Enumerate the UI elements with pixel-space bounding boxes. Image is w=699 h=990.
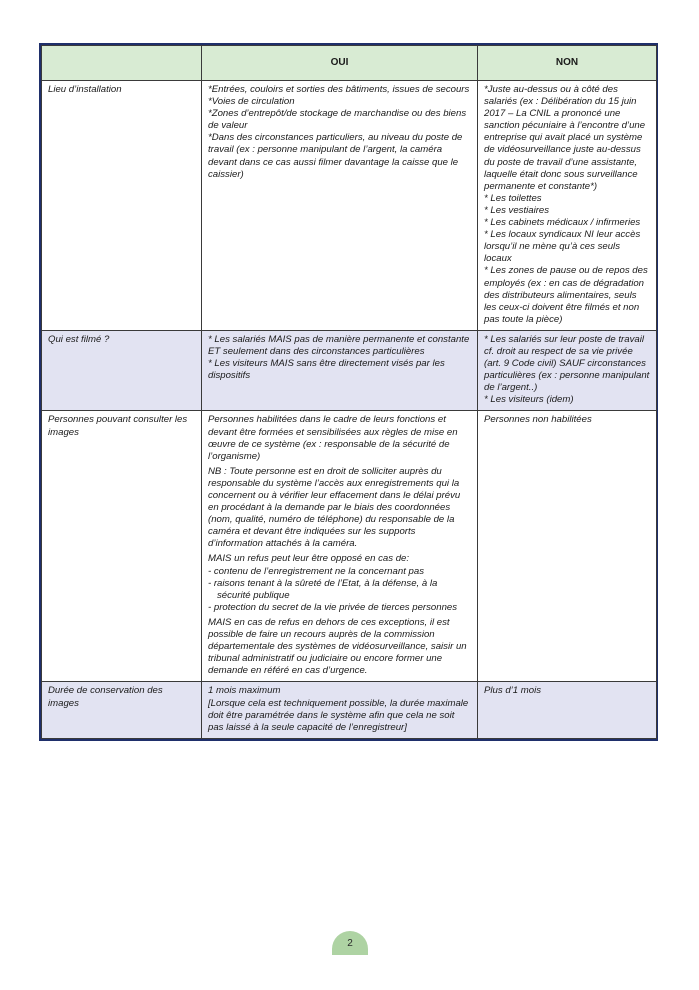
non-item: * Les zones de pause ou de repos des employés (ex : en cas de dégradation des distributeurs alimentaires, seuls les ceux-ci doivent être filmés et non pas toute la pièce) bbox=[484, 265, 648, 325]
non-cell: Plus d’1 mois bbox=[478, 682, 657, 738]
non-item: * Les cabinets médicaux / infirmeries bbox=[484, 217, 641, 229]
page-number: 2 bbox=[332, 931, 368, 955]
oui-item: * Les salariés MAIS pas de manière permanente et constante ET seulement dans des circonstances particulières bbox=[208, 333, 470, 357]
oui-note-text: [Lorsque cela est techniquement possible, la durée maximale doit être paramétrée dans le système afin que cela ne soit pas laissé à la seule capacité de l’enregistreur] bbox=[208, 697, 469, 733]
oui-cell bbox=[202, 330, 478, 411]
exception-item: - protection du secret de la vie privée de tierces personnes bbox=[208, 601, 458, 613]
comparison-table bbox=[41, 45, 657, 739]
table-header-row bbox=[42, 46, 657, 81]
non-cell: Personnes non habilitées bbox=[478, 411, 657, 682]
oui-cell bbox=[202, 682, 478, 738]
oui-item: *Dans des circonstances particuliers, au niveau du poste de travail (ex : personne manipulant de l’argent, la caméra devant dans ce cas aussi filmer davantage la caisse que le caissier) bbox=[208, 132, 463, 180]
header-non: NON bbox=[478, 46, 657, 81]
oui-main-text: 1 mois maximum bbox=[208, 685, 281, 697]
oui-main-text: Personnes habilitées dans le cadre de leurs fonctions et devant être formées et sensibilisées aux règles de mise en œuvre de ce système (ex : responsable de la sécurité de l’organisme) bbox=[208, 414, 458, 462]
header-oui: OUI bbox=[202, 46, 478, 81]
non-item: * Les vestiaires bbox=[484, 204, 550, 216]
non-item: * Les toilettes bbox=[484, 192, 542, 204]
row-label: Qui est filmé ? bbox=[42, 330, 202, 411]
row-label: Lieu d’installation bbox=[42, 81, 202, 331]
non-item: * Les visiteurs (idem) bbox=[484, 394, 574, 406]
oui-refus-block bbox=[208, 553, 471, 613]
oui-cell bbox=[202, 81, 478, 331]
non-cell bbox=[478, 81, 657, 331]
header-empty-cell bbox=[42, 46, 202, 81]
comparison-table-frame bbox=[39, 43, 658, 741]
oui-item: * Les visiteurs MAIS sans être directement visés par les dispositifs bbox=[208, 358, 445, 382]
exception-item: - raisons tenant à la sûreté de l’Etat, à la défense, à la sécurité publique bbox=[208, 577, 438, 601]
table-row-lieu-installation bbox=[42, 81, 657, 331]
oui-item: *Voies de circulation bbox=[208, 96, 295, 108]
non-item: * Les locaux syndicaux NI leur accès lorsqu’il ne mène qu’à ces seuls locaux bbox=[484, 229, 641, 265]
non-item: *Juste au-dessus ou à côté des salariés (ex : Délibération du 15 juin 2017 – La CNIL a prononcé une sanction pécuniaire à l’encontre d’une entreprise qui avait placé un système de vidéosurveillance juste au-dessus du poste de travail d’une assistante, laquelle était donc sous surveillance permanente et constante*) bbox=[484, 84, 646, 192]
oui-recours-text: MAIS en cas de refus en dehors de ces exceptions, il est possible de faire un recours auprès de la commission départementale des systèmes de vidéosurveillance, saisir un tribunal administratif ou judiciaire ou encore former une demande en référé en cas d’urgence. bbox=[208, 616, 467, 677]
oui-cell bbox=[202, 411, 478, 682]
row-label: Durée de conservation des images bbox=[42, 682, 202, 738]
oui-item: *Zones d’entrepôt/de stockage de marchandise ou des biens de valeur bbox=[208, 108, 467, 132]
table-row-duree-conservation bbox=[42, 682, 657, 738]
oui-nb-text: NB : Toute personne est en droit de solliciter auprès du responsable du système l’accès aux enregistrements qui la concernent ou à vérifier leur effacement dans le délai prévu en procédant à la demande par le biais des coordonnées (nom, qualité, numéro de téléphone) du responsable de la caméra et devant être indiquées sur les supports d’information attachés à la caméra. bbox=[208, 465, 461, 550]
row-label: Personnes pouvant consulter les images bbox=[42, 411, 202, 682]
non-cell bbox=[478, 330, 657, 411]
table-row-qui-est-filme bbox=[42, 330, 657, 411]
exception-item: - contenu de l’enregistrement ne la concernant pas bbox=[208, 565, 424, 577]
oui-item: *Entrées, couloirs et sorties des bâtiments, issues de secours bbox=[208, 84, 470, 95]
oui-refus-text: MAIS un refus peut leur être opposé en cas de: bbox=[208, 553, 410, 565]
non-item: * Les salariés sur leur poste de travail cf. droit au respect de sa vie privée (art. 9 Code civil) SAUF circonstances particulières (ex : personne manipulant de l’argent..) bbox=[484, 333, 650, 394]
table-row-personnes-consulter bbox=[42, 411, 657, 682]
